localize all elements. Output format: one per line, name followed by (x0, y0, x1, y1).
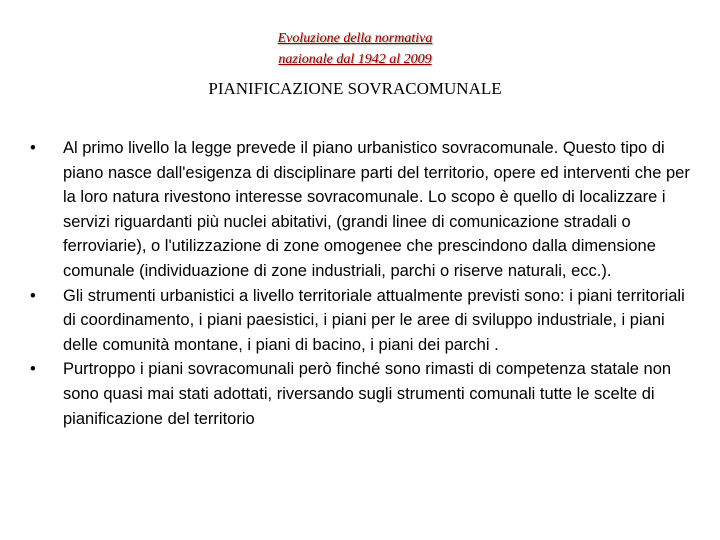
bullet-text: Al primo livello la legge prevede il piano urbanistico sovracomunale. Questo tipo di piano nasce dall'esigenza di disciplinare parti del territorio, opere ed interventi che per la loro natura rivestono interesse sovracomunale. Lo scopo è quello di localizzare i servizi riguardanti più nuclei abitativi, (grandi linee di comunicazione stradali o ferroviarie), o l'utilizzazione di zone omogenee che prescindono dalla dimensione comunale (individuazione di zone industriali, parchi o riserve naturali, ecc.). (63, 139, 690, 280)
bullet-item (30, 284, 690, 358)
bullet-list (30, 136, 690, 431)
bullet-dot-icon: • (30, 139, 36, 157)
bullet-dot-icon: • (30, 286, 36, 305)
bullet-item (30, 136, 690, 284)
header-title-line-2: nazionale dal 1942 al 2009 (278, 52, 432, 67)
bullet-text: Gli strumenti urbanistici a livello territoriale attualmente previsti sono: i piani territoriali di coordinamento, i piani paesistici, i piani per le aree di sviluppo industriale, i piani delle comunità montane, i piani di bacino, i piani dei parchi . (63, 286, 685, 354)
header-title-line-1: Evoluzione della normativa (277, 31, 433, 46)
slide-subtitle: PIANIFICAZIONE SOVRACOMUNALE (208, 79, 502, 98)
bullet-dot-icon: • (30, 360, 36, 379)
bullet-text: Purtroppo i piani sovracomunali però finché sono rimasti di competenza statale non sono quasi mai stati adottati, riversando sugli strumenti comunali tutte le scelte di pianificazione del territorio (63, 360, 672, 428)
bullet-item (30, 357, 690, 431)
slide-header-title (160, 28, 550, 70)
